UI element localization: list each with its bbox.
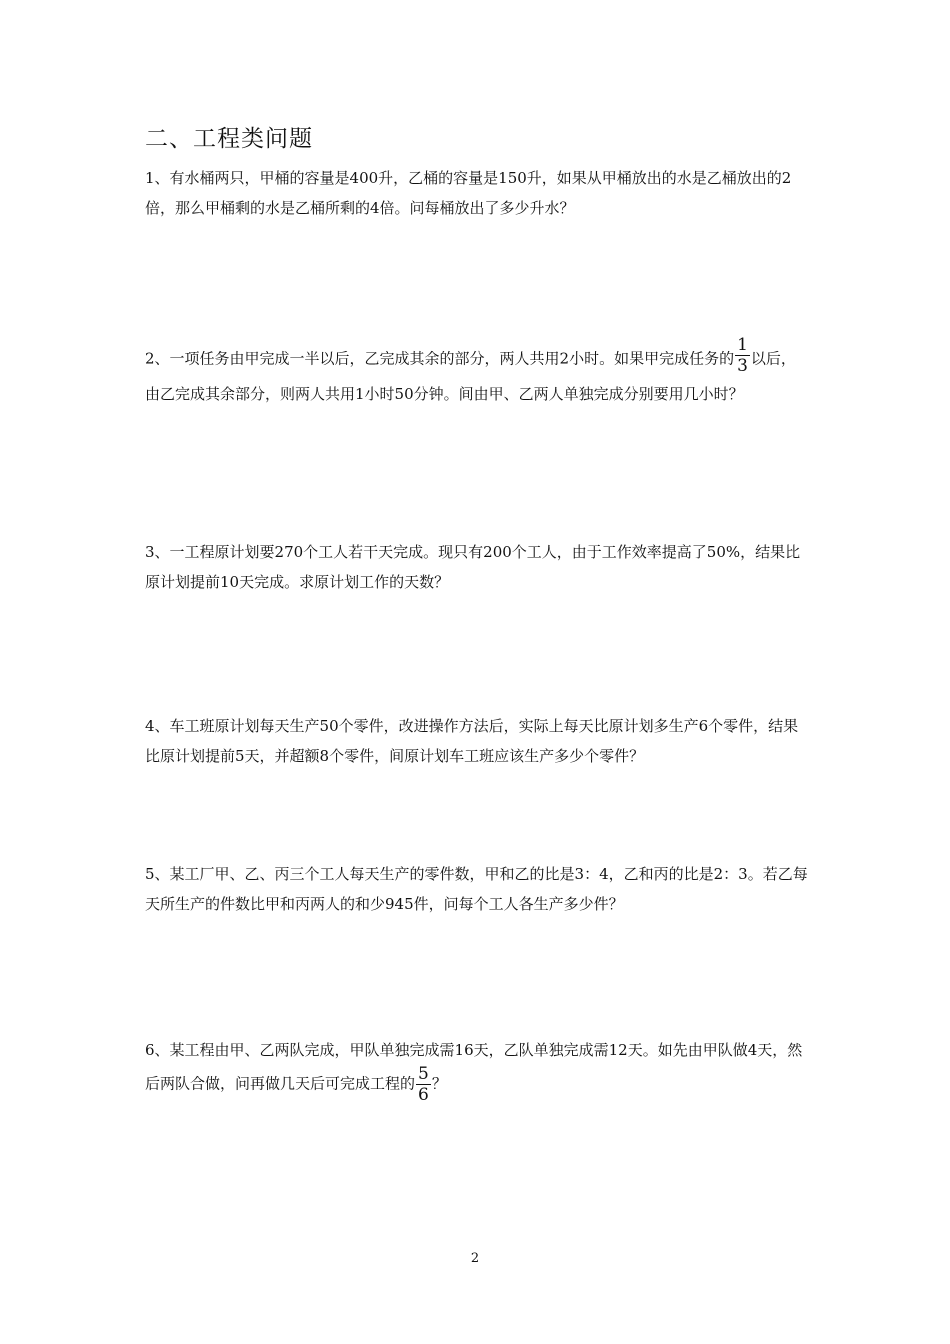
fraction-five-sixths xyxy=(416,1065,431,1104)
problem-2-text-before: 2、一项任务由甲完成一半以后，乙完成其余的部分，两人共用2小时。如果甲完成任务的 xyxy=(145,349,735,368)
problem-5: 5、某工厂甲、乙、丙三个工人每天生产的零件数，甲和乙的比是3：4，乙和丙的比是2：3。若乙每天所生产的件数比甲和丙两人的和少945件，问每个工人各生产多少件？ xyxy=(145,865,808,913)
problem-2 xyxy=(145,335,810,409)
problem-6-text-before: 6、某工程由甲、乙两队完成，甲队单独完成需16天，乙队单独完成需12天。如先由甲队做4天，然后两队合做，问再做几天后可完成工程的 xyxy=(145,1041,803,1093)
problem-1: 1、有水桶两只，甲桶的容量是400升，乙桶的容量是150升，如果从甲桶放出的水是乙桶放出的2倍，那么甲桶剩的水是乙桶所剩的4倍。问每桶放出了多少升水？ xyxy=(145,169,792,217)
fraction-denominator: 3 xyxy=(737,356,748,376)
fraction-numerator: 5 xyxy=(418,1064,429,1084)
fraction-numerator: 1 xyxy=(737,335,748,355)
problem-6 xyxy=(145,1035,810,1104)
fraction-one-third xyxy=(735,336,750,375)
fraction-denominator: 6 xyxy=(418,1085,429,1105)
problem-3: 3、一工程原计划要270个工人若干天完成。现只有200个工人，由于工作效率提高了50%，结果比原计划提前10天完成。求原计划工作的天数？ xyxy=(145,543,801,591)
page-number: 2 xyxy=(470,1251,480,1266)
problem-2-text-after: 以后，由乙完成其余部分，则两人共用1小时50分钟。间由甲、乙两人单独完成分别要用几小时？ xyxy=(145,349,796,403)
problem-6-text-after: ？ xyxy=(431,1074,447,1093)
problem-4: 4、车工班原计划每天生产50个零件，改进操作方法后，实际上每天比原计划多生产6个零件，结果比原计划提前5天，并超额8个零件，间原计划车工班应该生产多少个零件？ xyxy=(145,717,799,765)
section-title: 二、工程类问题 xyxy=(145,126,313,152)
